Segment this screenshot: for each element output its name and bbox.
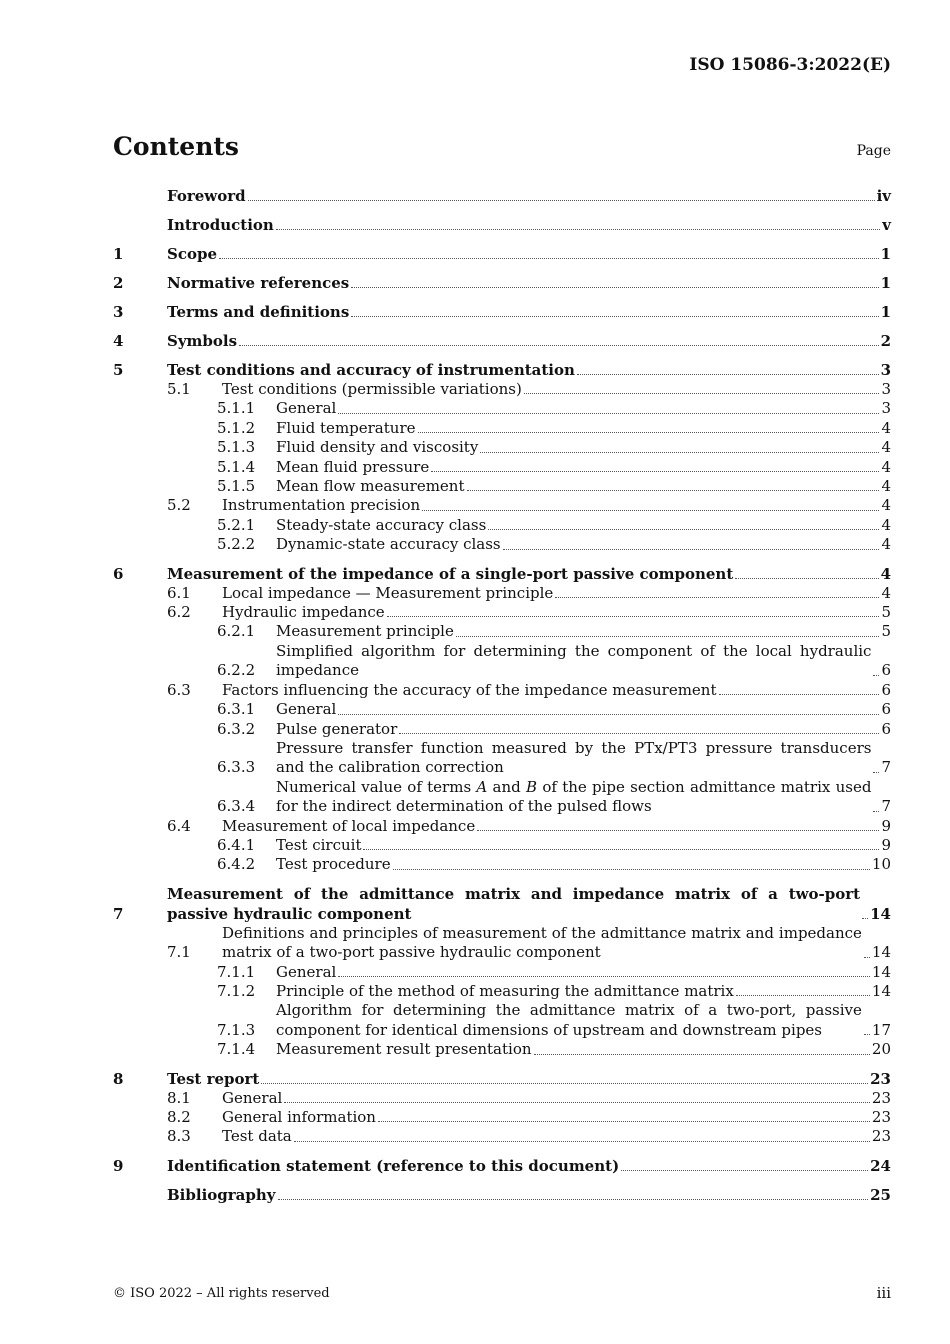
toc-entry-title: Foreword — [167, 187, 246, 205]
toc-entry-page: 4 — [881, 418, 891, 437]
toc-entry-page: 1 — [880, 245, 891, 263]
toc-entry-title: Test conditions (permissible variations) — [222, 380, 522, 398]
toc-entry-page: 14 — [871, 962, 891, 981]
toc-entry-page: v — [882, 216, 891, 234]
toc-entry[interactable] — [113, 535, 891, 554]
toc-entry-title: Pressure transfer function measured by the PTx/PT3 pressure transducers and the calibration correction — [276, 738, 872, 777]
toc-entry-number: 8.2 — [167, 1108, 191, 1126]
toc-entry-page: 6 — [881, 700, 891, 719]
toc-entry-page: 23 — [870, 1069, 891, 1088]
toc-entry[interactable] — [113, 331, 891, 351]
toc-entry-title: Hydraulic impedance — [222, 603, 385, 622]
dot-leader — [351, 316, 878, 317]
toc-entry-number: 4 — [113, 332, 124, 350]
toc-entry-number: 6.2.2 — [217, 661, 256, 680]
toc-entry-page: 25 — [870, 1185, 891, 1204]
toc-entry-page: 14 — [871, 943, 891, 962]
toc-entry[interactable] — [113, 399, 891, 418]
toc-entry-page: 23 — [871, 1088, 891, 1107]
toc-entry-number: 9 — [113, 1156, 124, 1175]
dot-leader — [399, 733, 879, 734]
dot-leader — [873, 772, 879, 773]
dot-leader — [577, 374, 879, 375]
dot-leader — [873, 811, 879, 812]
dot-leader — [467, 490, 880, 491]
dot-leader — [736, 995, 870, 996]
toc-entry-title: Steady-state accuracy class — [276, 515, 487, 534]
toc-entry[interactable] — [113, 963, 891, 982]
toc-entry-number: 7 — [113, 904, 124, 923]
toc-entry[interactable] — [113, 982, 891, 1001]
toc-entry-number: 6.3.3 — [217, 758, 256, 777]
toc-entry-page: 5 — [881, 622, 891, 641]
toc-entry-number: 6 — [113, 564, 124, 583]
toc-entry[interactable] — [113, 496, 891, 515]
toc-entry-title: Mean flow measurement — [276, 477, 465, 496]
toc-entry-title: Pulse generator — [276, 719, 398, 738]
dot-leader — [276, 229, 880, 230]
toc-entry-number: 2 — [113, 274, 124, 292]
toc-entry-title: General — [276, 399, 337, 418]
dot-leader — [480, 452, 879, 453]
toc-entry-page: 9 — [881, 835, 891, 854]
dot-leader — [219, 258, 879, 259]
toc-entry-title — [276, 778, 871, 817]
toc-entry[interactable] — [113, 273, 891, 293]
dot-leader — [378, 1121, 870, 1122]
table-of-contents — [113, 186, 891, 1205]
toc-entry-page: 14 — [871, 981, 891, 1000]
toc-entry[interactable] — [113, 778, 891, 817]
toc-entry-number: 6.4.2 — [217, 855, 256, 874]
toc-entry-page: 6 — [881, 680, 891, 699]
toc-entry-number: 6.4 — [167, 816, 191, 835]
toc-entry[interactable] — [113, 642, 891, 681]
toc-entry-number: 6.3.2 — [217, 719, 256, 738]
toc-entry-page: 7 — [881, 758, 891, 777]
toc-entry-title: General information — [222, 1108, 376, 1126]
document-id: ISO 15086-3:2022(E) — [689, 55, 891, 75]
toc-entry-page: 17 — [871, 1020, 891, 1039]
toc-entry[interactable] — [113, 1089, 891, 1108]
toc-entry-title: Measurement principle — [276, 622, 454, 641]
toc-entry-page: 10 — [871, 855, 891, 874]
toc-entry-title: General — [276, 962, 337, 981]
toc-entry-number: 5.2.1 — [217, 515, 256, 534]
toc-entry-number: 8 — [113, 1069, 124, 1088]
toc-entry[interactable] — [113, 244, 891, 264]
toc-entry-page: 4 — [881, 457, 891, 476]
toc-entry-title-part: B — [526, 777, 538, 796]
toc-entry-number: 3 — [113, 303, 124, 321]
page-title: Contents — [113, 132, 240, 161]
dot-leader — [393, 869, 870, 870]
toc-entry[interactable] — [113, 1127, 891, 1146]
toc-entry[interactable] — [113, 360, 891, 380]
toc-entry-title: Bibliography — [167, 1185, 276, 1204]
toc-entry[interactable] — [113, 458, 891, 477]
toc-entry[interactable] — [113, 380, 891, 399]
toc-entry[interactable] — [113, 186, 891, 206]
dot-leader — [555, 597, 879, 598]
dot-leader — [864, 1034, 870, 1035]
dot-leader — [862, 918, 868, 919]
toc-entry-title: Simplified algorithm for determining the component of the local hydraulic impedance — [276, 641, 872, 680]
toc-entry-page: 6 — [881, 719, 891, 738]
toc-entry-page: 5 — [881, 603, 891, 622]
toc-entry[interactable] — [113, 1156, 891, 1176]
toc-entry-page: 4 — [881, 515, 891, 534]
dot-leader — [456, 636, 880, 637]
toc-entry-page: 3 — [881, 380, 891, 398]
dot-leader — [387, 616, 880, 617]
toc-entry-title: Fluid temperature — [276, 418, 416, 437]
toc-entry-title: Test procedure — [276, 855, 391, 874]
toc-entry-number: 5 — [113, 361, 124, 379]
toc-entry-page: 2 — [880, 332, 891, 350]
dot-leader — [338, 976, 870, 977]
toc-entry-page: 9 — [881, 816, 891, 835]
dot-leader — [735, 578, 878, 579]
toc-entry-title: Definitions and principles of measurement of the admittance matrix and impedance matrix of a two-port passive hydraulic component — [222, 923, 862, 962]
toc-entry[interactable] — [113, 1001, 891, 1040]
toc-entry-number: 8.3 — [167, 1127, 191, 1146]
toc-entry-number: 1 — [113, 245, 124, 263]
toc-entry-title: Instrumentation precision — [222, 496, 421, 515]
toc-entry[interactable] — [113, 603, 891, 622]
toc-entry[interactable] — [113, 836, 891, 855]
toc-entry-page: 23 — [871, 1127, 891, 1146]
toc-entry-page: 4 — [881, 477, 891, 496]
toc-entry-title: Mean fluid pressure — [276, 457, 430, 476]
dot-leader — [488, 529, 879, 530]
toc-entry-number: 5.1.3 — [217, 438, 256, 457]
dot-leader — [261, 1083, 868, 1084]
dot-leader — [503, 549, 880, 550]
toc-entry-number: 7.1.3 — [217, 1020, 256, 1039]
toc-entry-page: 6 — [881, 661, 891, 680]
toc-entry-number: 5.1 — [167, 380, 191, 398]
toc-entry-number: 5.1.1 — [217, 399, 256, 418]
toc-entry[interactable] — [113, 681, 891, 700]
toc-entry-number: 6.3.4 — [217, 797, 256, 816]
toc-entry-title: Test conditions and accuracy of instrumentation — [167, 361, 575, 379]
toc-entry[interactable] — [113, 215, 891, 235]
toc-entry-title: Algorithm for determining the admittance matrix of a two-port, passive component for identical dimensions of upstream and downstream pipes — [276, 1001, 862, 1039]
toc-entry-title: Measurement of local impedance — [222, 816, 476, 835]
toc-entry-title: Factors influencing the accuracy of the impedance measurement — [222, 680, 717, 699]
toc-entry-number: 5.1.4 — [217, 457, 256, 476]
toc-entry[interactable] — [113, 1108, 891, 1127]
dot-leader — [477, 830, 879, 831]
toc-entry-title: Terms and definitions — [167, 303, 350, 321]
toc-entry-page: 14 — [870, 904, 891, 923]
toc-entry-number: 6.2.1 — [217, 622, 256, 641]
toc-entry[interactable] — [113, 739, 891, 778]
dot-leader — [239, 345, 879, 346]
toc-entry-page: 4 — [881, 535, 891, 554]
toc-entry[interactable] — [113, 584, 891, 603]
toc-entry-title: Identification statement (reference to this document) — [167, 1156, 620, 1175]
toc-entry-page: 3 — [880, 361, 891, 379]
toc-entry-page: 4 — [881, 438, 891, 457]
page-number: iii — [876, 1284, 891, 1302]
dot-leader — [284, 1102, 870, 1103]
toc-entry[interactable] — [113, 1040, 891, 1059]
toc-entry[interactable] — [113, 1185, 891, 1205]
toc-entry-title: Introduction — [167, 216, 274, 234]
toc-entry-number: 6.4.1 — [217, 835, 256, 854]
toc-entry[interactable] — [113, 817, 891, 836]
toc-entry[interactable] — [113, 700, 891, 719]
toc-entry-number: 7.1.4 — [217, 1040, 256, 1059]
dot-leader — [418, 432, 880, 433]
toc-entry-title: Measurement of the admittance matrix and impedance matrix of a two-port passive hydraulic component — [167, 884, 861, 923]
toc-entry-number: 5.2.2 — [217, 535, 256, 554]
toc-entry[interactable] — [113, 419, 891, 438]
toc-entry-number: 6.3 — [167, 680, 191, 699]
toc-entry-title: Dynamic-state accuracy class — [276, 535, 501, 554]
toc-entry-number: 5.1.5 — [217, 477, 256, 496]
toc-entry-page: 4 — [880, 564, 891, 583]
toc-entry-title-part: A — [476, 777, 488, 796]
dot-leader — [294, 1141, 870, 1142]
toc-entry-page: 20 — [871, 1040, 891, 1059]
toc-entry-page: 1 — [880, 274, 891, 292]
dot-leader — [621, 1170, 868, 1171]
toc-entry-title: Local impedance — Measurement principle — [222, 583, 554, 602]
toc-entry[interactable] — [113, 477, 891, 496]
toc-entry-title: Scope — [167, 245, 218, 263]
dot-leader — [278, 1199, 869, 1200]
toc-entry-number: 5.2 — [167, 496, 191, 515]
dot-leader — [431, 471, 879, 472]
toc-entry-title: General — [222, 1088, 283, 1107]
toc-entry-page: 24 — [870, 1156, 891, 1175]
toc-entry-page: 1 — [880, 303, 891, 321]
toc-entry-page: 7 — [881, 797, 891, 816]
dot-leader — [864, 957, 870, 958]
toc-entry-page: 23 — [871, 1108, 891, 1126]
toc-entry-title: Fluid density and viscosity — [276, 438, 479, 457]
toc-entry[interactable] — [113, 438, 891, 457]
toc-entry-number: 6.3.1 — [217, 700, 256, 719]
toc-entry-title: Test report — [167, 1069, 260, 1088]
dot-leader — [422, 510, 879, 511]
dot-leader — [873, 675, 879, 676]
toc-entry[interactable] — [113, 924, 891, 963]
copyright-notice: © ISO 2022 – All rights reserved — [113, 1286, 330, 1301]
toc-entry[interactable] — [113, 720, 891, 739]
toc-entry-number: 6.1 — [167, 583, 191, 602]
dot-leader — [524, 393, 880, 394]
toc-entry[interactable] — [113, 516, 891, 535]
toc-entry-number: 6.2 — [167, 603, 191, 622]
toc-entry[interactable] — [113, 855, 891, 874]
toc-entry-number: 7.1.2 — [217, 981, 256, 1000]
toc-entry-title: General — [276, 700, 337, 719]
toc-entry-title: Measurement of the impedance of a single-port passive component — [167, 564, 734, 583]
toc-entry-title-part: Numerical value of terms — [276, 777, 477, 796]
toc-entry-title-part: of the pipe section admittance matrix used for the indirect determination of the pulsed flows — [276, 777, 872, 816]
toc-entry-page: 4 — [881, 496, 891, 515]
toc-entry-title: Test circuit — [276, 835, 362, 854]
dot-leader — [719, 694, 880, 695]
toc-entry-page: 4 — [881, 583, 891, 602]
dot-leader — [338, 413, 879, 414]
toc-entry-number: 8.1 — [167, 1088, 191, 1107]
toc-entry[interactable] — [113, 564, 891, 584]
toc-entry-title: Principle of the method of measuring the admittance matrix — [276, 981, 734, 1000]
toc-entry-page: 3 — [881, 399, 891, 418]
toc-entry[interactable] — [113, 622, 891, 641]
dot-leader — [248, 200, 875, 201]
toc-entry-title: Test data — [222, 1127, 292, 1146]
dot-leader — [338, 714, 879, 715]
dot-leader — [363, 849, 879, 850]
page-column-label: Page — [856, 143, 891, 159]
toc-entry[interactable] — [113, 1069, 891, 1089]
dot-leader — [534, 1054, 870, 1055]
toc-entry-number: 7.1.1 — [217, 962, 256, 981]
toc-entry-page: iv — [876, 187, 891, 205]
toc-entry-title: Normative references — [167, 274, 350, 292]
toc-entry-number: 7.1 — [167, 943, 191, 962]
dot-leader — [351, 287, 878, 288]
toc-entry[interactable] — [113, 302, 891, 322]
toc-entry[interactable] — [113, 884, 891, 924]
toc-entry-title: Measurement result presentation — [276, 1040, 532, 1059]
toc-entry-number: 5.1.2 — [217, 418, 256, 437]
toc-entry-title: Symbols — [167, 332, 238, 350]
toc-entry-title-part: and — [487, 777, 527, 796]
